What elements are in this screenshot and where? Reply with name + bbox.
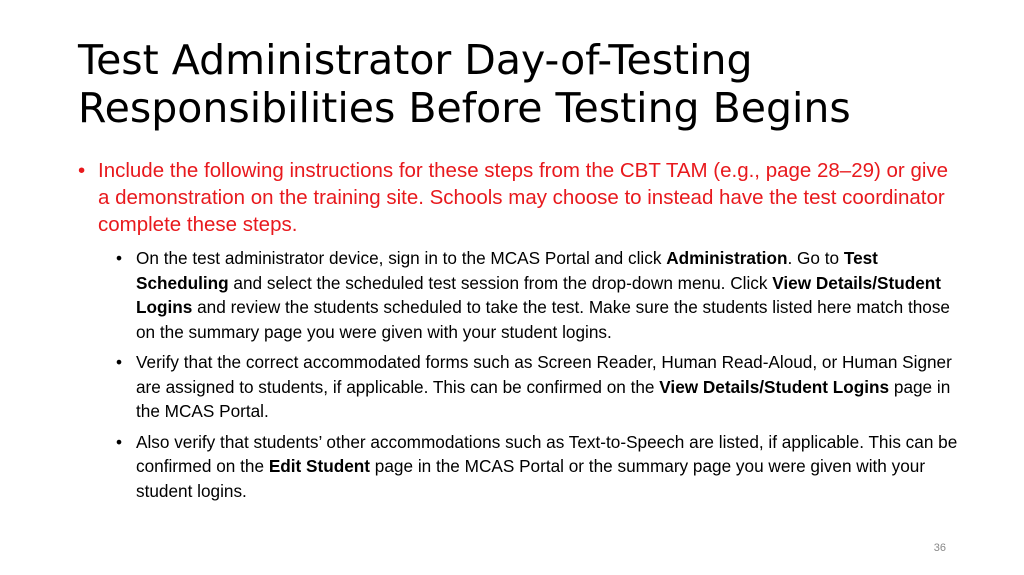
item-bold-text: Edit Student xyxy=(268,456,371,476)
intro-bullet-item xyxy=(78,157,958,238)
slide-title xyxy=(78,36,958,132)
intro-text: Include the following instructions for these steps from the CBT TAM (e.g., page 28–29) or give a demonstration on the training site. Schools may choose to instead have the test coordinator complete these steps. xyxy=(98,159,949,236)
item-text: and review the students scheduled to take the test. Make sure the students listed here match those on the summary page you were given with your student logins. xyxy=(136,297,950,342)
item-text: Verify that the correct accommodated forms such as Screen Reader, Human Read-Aloud, or Human Signer are assigned to students, if applicable. This can be confirmed on the xyxy=(136,352,952,397)
slide-title-line-1: Test Administrator Day-of-Testing xyxy=(78,36,753,84)
list-item-other-accommodations xyxy=(116,430,958,504)
item-bold-text: Administration xyxy=(666,248,788,268)
page-number: 36 xyxy=(933,542,946,554)
item-bold-text: View Details/Student Logins xyxy=(136,272,941,317)
item-text: page in the MCAS Portal. xyxy=(136,376,951,421)
item-text: Also verify that students’ other accommodations such as Text-to-Speech are listed, if applicable. This can be confirmed on the xyxy=(136,431,958,476)
list-item-accommodated-forms xyxy=(116,350,958,424)
item-bold-text: View Details/Student Logins xyxy=(659,376,890,397)
bullet-icon: • xyxy=(116,352,123,372)
item-bold-text: Test Scheduling xyxy=(136,248,878,293)
slide-title-line-2: Responsibilities Before Testing Begins xyxy=(78,84,851,132)
bullet-icon: • xyxy=(78,159,86,182)
bullet-icon: • xyxy=(116,248,123,268)
item-text: and select the scheduled test session from the drop-down menu. Click xyxy=(228,272,773,293)
slide-body xyxy=(78,157,958,509)
item-text: page in the MCAS Portal or the summary page you were given with your student logins. xyxy=(136,456,926,501)
list-item-portal-signin xyxy=(116,246,958,344)
bullet-icon: • xyxy=(116,431,123,452)
item-text: . Go to xyxy=(787,248,844,268)
item-text: On the test administrator device, sign in to the MCAS Portal and click xyxy=(136,248,667,268)
